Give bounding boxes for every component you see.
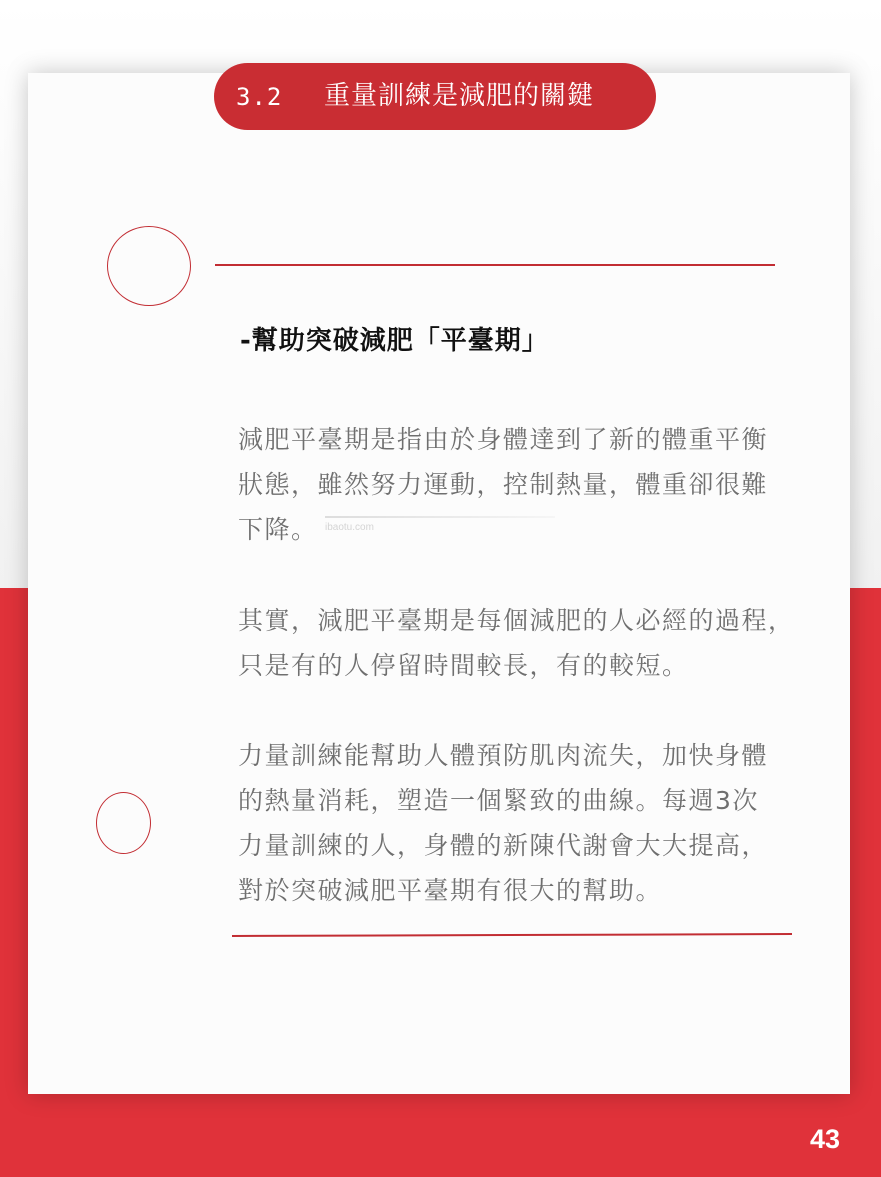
section-number: 3.2 [236, 83, 283, 111]
section-header-pill [214, 63, 656, 130]
paragraph-line: 下降。 [238, 515, 318, 544]
paragraph-line: 狀態，雖然努力運動，控制熱量，體重卻很難 [238, 470, 769, 499]
paragraph-line: 其實，減肥平臺期是每個減肥的人必經的過程， [238, 606, 795, 635]
decorative-circle-middle [96, 792, 151, 854]
paragraph-line: 力量訓練的人，身體的新陳代謝會大大提高， [238, 831, 769, 860]
section-title: 重量訓練是減肥的關鍵 [324, 81, 595, 111]
paragraph-line: 減肥平臺期是指由於身體達到了新的體重平衡 [238, 425, 769, 454]
paragraph-line: 對於突破減肥平臺期有很大的幫助。 [238, 876, 663, 905]
paragraph-line: 的熱量消耗，塑造一個緊致的曲線。每週3次 [238, 786, 759, 815]
paragraph-line: 只是有的人停留時間較長，有的較短。 [238, 651, 689, 680]
decorative-circle-top [107, 226, 191, 306]
watermark-bar [325, 516, 555, 518]
watermark-text: ibaotu.com [325, 522, 374, 533]
paragraph-plateau-process [238, 598, 808, 688]
paragraph-strength-training [238, 733, 808, 913]
paragraph-line: 力量訓練能幫助人體預防肌肉流失，加快身體 [238, 741, 769, 770]
decorative-divider-top [215, 264, 775, 266]
watermark [325, 514, 555, 538]
subheading: -幫助突破減肥「平臺期」 [240, 326, 549, 356]
page-number: 43 [809, 1124, 840, 1154]
